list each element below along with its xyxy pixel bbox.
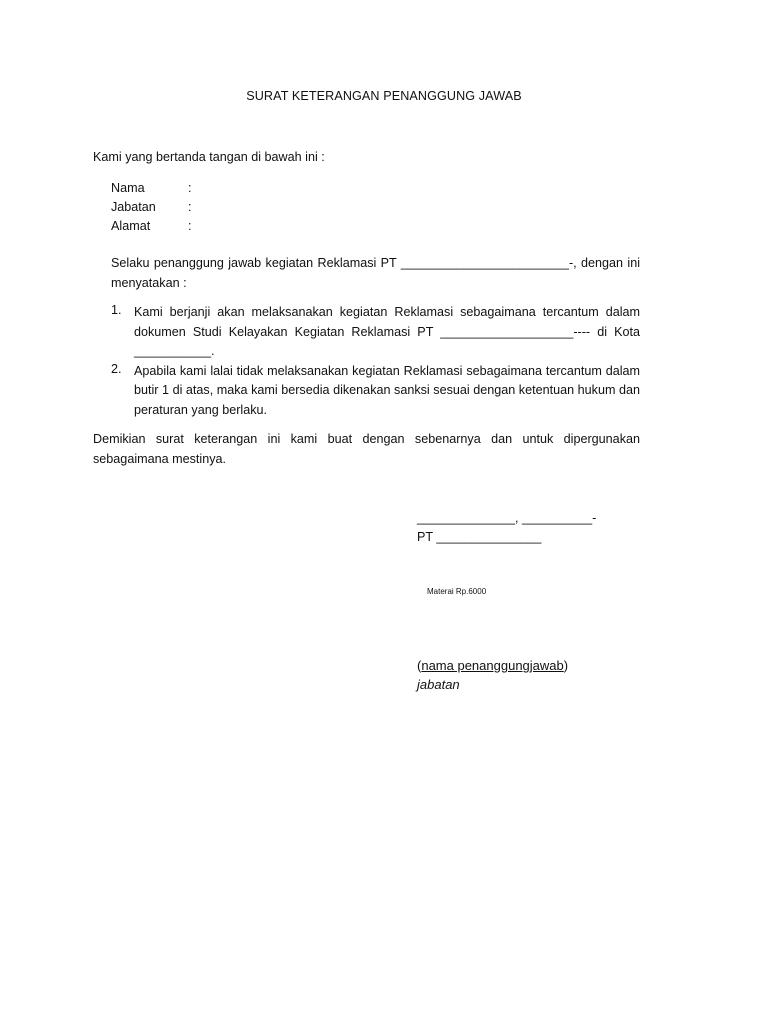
list-item (111, 303, 640, 362)
list-number: 1. (111, 303, 122, 317)
document-title: SURAT KETERANGAN PENANGGUNG JAWAB (246, 89, 522, 103)
signatory-position: jabatan (417, 677, 460, 692)
name-paren-open: ( (417, 658, 422, 673)
field-colon: : (188, 219, 192, 233)
list-item (111, 362, 640, 421)
list-text: Apabila kami lalai tidak melaksanakan kegiatan Reklamasi sebagaimana tercantum dalam butir 1 di atas, maka kami bersedia dikenakan sanksi sesuai dengan ketentuan hukum dan peraturan yang berlaku. (134, 363, 640, 417)
signatory-name (417, 658, 568, 673)
name-paren-close: ) (563, 658, 569, 673)
field-label: Alamat (111, 219, 151, 233)
field-label: Jabatan (111, 200, 156, 214)
signature-place-date: ______________, __________- (417, 511, 597, 525)
closing-paragraph: Demikian surat keterangan ini kami buat dengan sebenarnya dan untuk dipergunakan sebagaimana mestinya. (93, 432, 640, 466)
opening-sentence: Kami yang bertanda tangan di bawah ini : (93, 150, 325, 164)
statement-points (111, 303, 640, 420)
stamp-duty-label: Materai Rp.6000 (427, 587, 487, 596)
signatory-name-text: nama penanggungjawab (421, 658, 564, 673)
list-number: 2. (111, 361, 122, 376)
signature-company: PT _______________ (417, 530, 542, 544)
field-label: Nama (111, 181, 145, 195)
statement-paragraph: Selaku penanggung jawab kegiatan Reklamasi PT ________________________-, dengan ini menyatakan : (111, 256, 640, 290)
list-text: Kami berjanji akan melaksanakan kegiatan Reklamasi sebagaimana tercantum dalam dokumen Studi Kelayakan Kegiatan Reklamasi PT ___________________---- di Kota ___________. (134, 305, 640, 358)
field-colon: : (188, 200, 192, 214)
field-colon: : (188, 181, 192, 195)
